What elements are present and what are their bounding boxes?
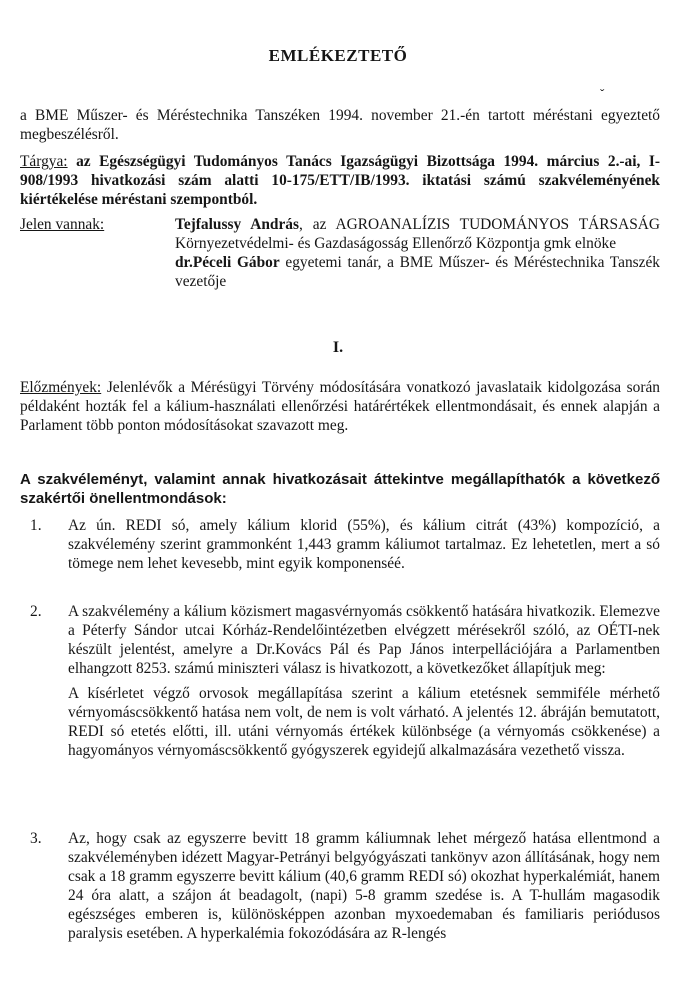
subject-text: az Egészségügyi Tudományos Tanács Igazságügyi Bizottsága 1994. március 2.-ai, I-908/1993 hivatkozási szám alatti 10-175/ETT/IB/1993. iktatási számú szakvéleményének kiértékelése méréstani szempontból. xyxy=(20,153,660,208)
list-item-text: Az ún. REDI só, amely kálium klorid (55%), és kálium citrát (43%) kompozíció, a szakvélemény szerint grammonként 1,443 gramm káliumot tartalmaz. Ez lehetetlen, mert a só tömege nem lehet kevesebb, mint egyik komponenséé. xyxy=(68,517,660,572)
subject-paragraph xyxy=(20,152,660,209)
list-item-text: A szakvélemény a kálium közismert magasvérnyomás csökkentő hatására hivatkozik. Elemezve a Péterfy Sándor utcai Kórház-Rendelőintézetben elvégzett mérésekről szóló, az OÉTI-nek készült jelentést, amelyre a Dr.Kovács Pál és Pap János interpellációjára a Parlamentben elhangzott 8253. számú miniszteri válasz is hivatkozott, a következőket állapítjuk meg: xyxy=(68,603,660,677)
attendee-2-description: egyetemi tanár, a BME Műszer- és Méréstechnika Tanszék vezetője xyxy=(175,254,660,290)
background-text: Jelenlévők a Mérésügyi Törvény módosítására vonatkozó javaslataik kidolgozása során példaként hozták fel a kálium-használati ellenőrzési határértékek ellentmondásait, és ennek alapján a Parlament több ponton módosításokat szavazott meg. xyxy=(20,379,660,434)
attendee-1-description: , az AGROANALÍZIS TUDOMÁNYOS TÁRSASÁG Környezetvédelmi- és Gazdaságosság Ellenőrző Központja gmk elnöke xyxy=(175,216,660,252)
intro-paragraph: a BME Műszer- és Méréstechnika Tanszéken 1994. november 21.-én tartott méréstani egyeztető megbeszélésről. xyxy=(20,107,660,143)
list-item xyxy=(20,602,660,760)
list-item-number: 3. xyxy=(30,830,42,847)
attendee-2 xyxy=(175,253,660,291)
subject-label: Tárgya: xyxy=(20,153,68,170)
background-label: Előzmények: xyxy=(20,379,102,396)
attendees-section xyxy=(20,215,660,291)
list-item-quote: A kísérletet végző orvosok megállapítása szerint a kálium etetésnek semmiféle mérhető vérnyomáscsökkentő hatása nem volt, de nem is volt várható. A jelentés 12. ábráján bemutatott, REDI só etetés előtti, ill. utáni vérnyomás értékek különbsége (a vérnyomás csökkenése) a hagyományos vérnyomáscsökkentő gyógyszerek egyidejű alkalmazására vezethető vissza. xyxy=(68,685,660,759)
scan-mark: ˇ xyxy=(600,86,605,101)
section-number: I. xyxy=(332,339,344,356)
attendee-2-name: dr.Péceli Gábor xyxy=(175,254,280,271)
document-title: EMLÉKEZTETŐ xyxy=(268,46,408,65)
list-item xyxy=(20,829,660,943)
attendee-1 xyxy=(175,215,660,253)
list-item xyxy=(20,516,660,573)
summary-heading: A szakvéleményt, valamint annak hivatkozásait áttekintve megállapíthatók a következő szakértői önellentmondások: xyxy=(20,471,660,507)
background-paragraph xyxy=(20,378,660,435)
attendees-label: Jelen vannak: xyxy=(20,216,105,233)
list-item-text: Az, hogy csak az egyszerre bevitt 18 gramm káliumnak lehet mérgező hatása ellentmond a szakvéleményben idézett Magyar-Petrányi belgyógyászati tankönyv azon állításának, hogy nem csak a 18 gramm egyszerre bevitt kálium (40,6 gramm REDI só) okozhat hyperkalémiát, hanem 24 óra alatt, a szájon át beadagolt, (napi) 5-8 gramm szedése is. A T-hullám magasodik egészséges emberen is, különösképpen azonban myxoedemaban és familiaris periódusos paralysis esetében. A hyperkalémia fokozódására az R-lengés xyxy=(68,830,660,942)
list-item-number: 2. xyxy=(30,603,42,620)
attendee-1-name: Tejfalussy András xyxy=(175,216,299,233)
attendee-row xyxy=(20,215,660,291)
list-item-number: 1. xyxy=(30,517,42,534)
